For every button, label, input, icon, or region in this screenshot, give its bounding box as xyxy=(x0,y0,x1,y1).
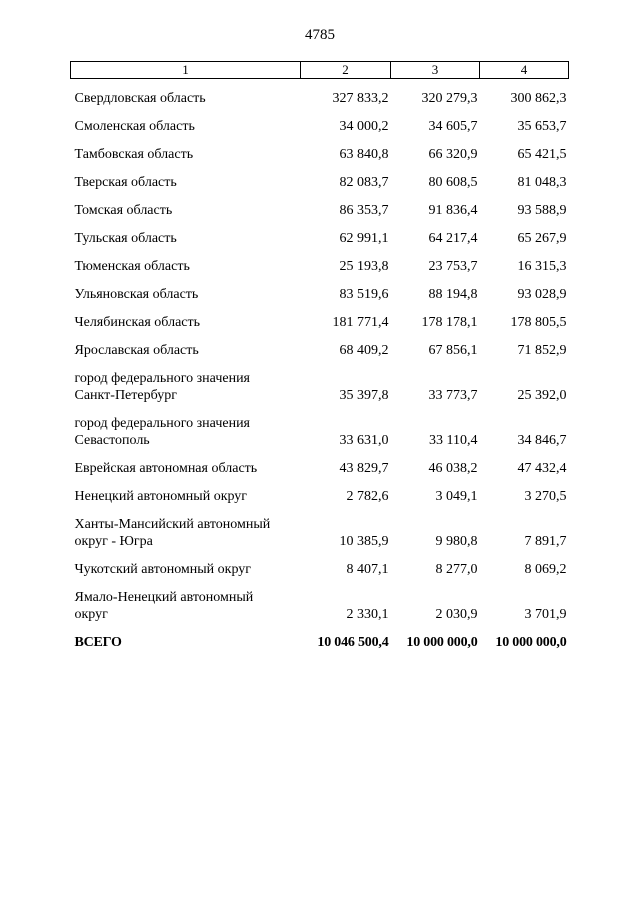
table-row xyxy=(71,359,569,404)
value-col4: 93 588,9 xyxy=(517,203,567,218)
value-col3: 88 194,8 xyxy=(428,287,478,302)
table-row xyxy=(71,550,569,578)
table-row xyxy=(71,275,569,303)
value-col2: 33 631,0 xyxy=(339,433,389,448)
table-row xyxy=(71,303,569,331)
value-col2: 327 833,2 xyxy=(332,91,389,106)
value-col2: 82 083,7 xyxy=(339,175,389,190)
value-col3: 64 217,4 xyxy=(428,231,478,246)
value-col3: 91 836,4 xyxy=(428,203,478,218)
region-name: Томская область xyxy=(74,203,173,218)
table-row xyxy=(71,449,569,477)
value-col2: 62 991,1 xyxy=(339,231,389,246)
value-col4: 16 315,3 xyxy=(517,259,567,274)
region-name: Чукотский автономный округ xyxy=(74,562,252,577)
value-col2: 8 407,1 xyxy=(346,562,389,577)
table-row xyxy=(71,331,569,359)
region-name: Смоленская область xyxy=(74,119,195,134)
value-col4: 3 270,5 xyxy=(524,489,567,504)
region-name: Тюменская область xyxy=(74,259,190,274)
value-col2: 68 409,2 xyxy=(339,343,389,358)
value-col2: 10 046 500,4 xyxy=(317,635,389,650)
value-col3: 9 980,8 xyxy=(435,534,478,549)
value-col3: 178 178,1 xyxy=(421,315,478,330)
value-col2: 63 840,8 xyxy=(339,147,389,162)
value-col2: 2 782,6 xyxy=(346,489,389,504)
value-col3: 46 038,2 xyxy=(428,461,478,476)
value-col2: 181 771,4 xyxy=(332,315,389,330)
table-header xyxy=(71,62,569,79)
region-name: город федерального значения Санкт-Петербург xyxy=(74,371,250,403)
value-col3: 34 605,7 xyxy=(428,119,478,134)
value-col4: 71 852,9 xyxy=(517,343,567,358)
value-col3: 33 110,4 xyxy=(429,433,478,448)
table-row xyxy=(71,404,569,449)
value-col3: 23 753,7 xyxy=(428,259,478,274)
table-row xyxy=(71,135,569,163)
value-col3: 3 049,1 xyxy=(435,489,478,504)
region-name: Ульяновская область xyxy=(74,287,199,302)
table-row xyxy=(71,79,569,108)
value-col2: 2 330,1 xyxy=(346,607,389,622)
value-col3: 2 030,9 xyxy=(435,607,478,622)
value-col4: 81 048,3 xyxy=(517,175,567,190)
table-row xyxy=(71,219,569,247)
value-col3: 67 856,1 xyxy=(428,343,478,358)
region-name: Тульская область xyxy=(74,231,177,246)
region-name: Ямало-Ненецкий автономный округ xyxy=(74,590,254,622)
total-row xyxy=(71,623,569,651)
region-name: Ненецкий автономный округ xyxy=(74,489,248,504)
value-col2: 86 353,7 xyxy=(339,203,389,218)
value-col2: 43 829,7 xyxy=(339,461,389,476)
column-header: 4 xyxy=(480,62,569,79)
value-col3: 8 277,0 xyxy=(435,562,478,577)
value-col4: 10 000 000,0 xyxy=(495,635,567,650)
value-col4: 93 028,9 xyxy=(517,287,567,302)
value-col4: 178 805,5 xyxy=(510,315,567,330)
value-col4: 3 701,9 xyxy=(524,607,567,622)
table-row xyxy=(71,247,569,275)
region-name: Еврейская автономная область xyxy=(74,461,258,476)
value-col2: 10 385,9 xyxy=(339,534,389,549)
region-name: город федерального значения Севастополь xyxy=(74,416,250,448)
value-col4: 65 267,9 xyxy=(517,231,567,246)
data-table xyxy=(70,61,569,651)
value-col3: 66 320,9 xyxy=(428,147,478,162)
region-name: Ханты-Мансийский автономный округ - Югра xyxy=(74,517,271,549)
value-col2: 83 519,6 xyxy=(339,287,389,302)
value-col4: 65 421,5 xyxy=(517,147,567,162)
value-col4: 8 069,2 xyxy=(524,562,567,577)
value-col3: 33 773,7 xyxy=(428,388,478,403)
column-header: 1 xyxy=(71,62,301,79)
total-label: ВСЕГО xyxy=(74,635,122,650)
table-body xyxy=(71,79,569,652)
value-col2: 35 397,8 xyxy=(339,388,389,403)
table-row xyxy=(71,578,569,623)
page-number: 4785 xyxy=(305,27,335,43)
value-col3: 80 608,5 xyxy=(428,175,478,190)
table-row xyxy=(71,191,569,219)
value-col4: 34 846,7 xyxy=(517,433,567,448)
region-name: Свердловская область xyxy=(74,91,206,106)
value-col4: 25 392,0 xyxy=(517,388,567,403)
value-col4: 35 653,7 xyxy=(517,119,567,134)
column-header: 3 xyxy=(391,62,480,79)
value-col4: 300 862,3 xyxy=(510,91,567,106)
region-name: Ярославская область xyxy=(74,343,199,358)
table-row xyxy=(71,477,569,505)
value-col4: 47 432,4 xyxy=(517,461,567,476)
column-header: 2 xyxy=(301,62,391,79)
value-col3: 10 000 000,0 xyxy=(406,635,478,650)
region-name: Тамбовская область xyxy=(74,147,194,162)
value-col2: 25 193,8 xyxy=(339,259,389,274)
value-col3: 320 279,3 xyxy=(421,91,478,106)
table-row xyxy=(71,107,569,135)
value-col2: 34 000,2 xyxy=(339,119,389,134)
value-col4: 7 891,7 xyxy=(524,534,567,549)
region-name: Тверская область xyxy=(74,175,177,190)
table-row xyxy=(71,163,569,191)
table-row xyxy=(71,505,569,550)
region-name: Челябинская область xyxy=(74,315,200,330)
